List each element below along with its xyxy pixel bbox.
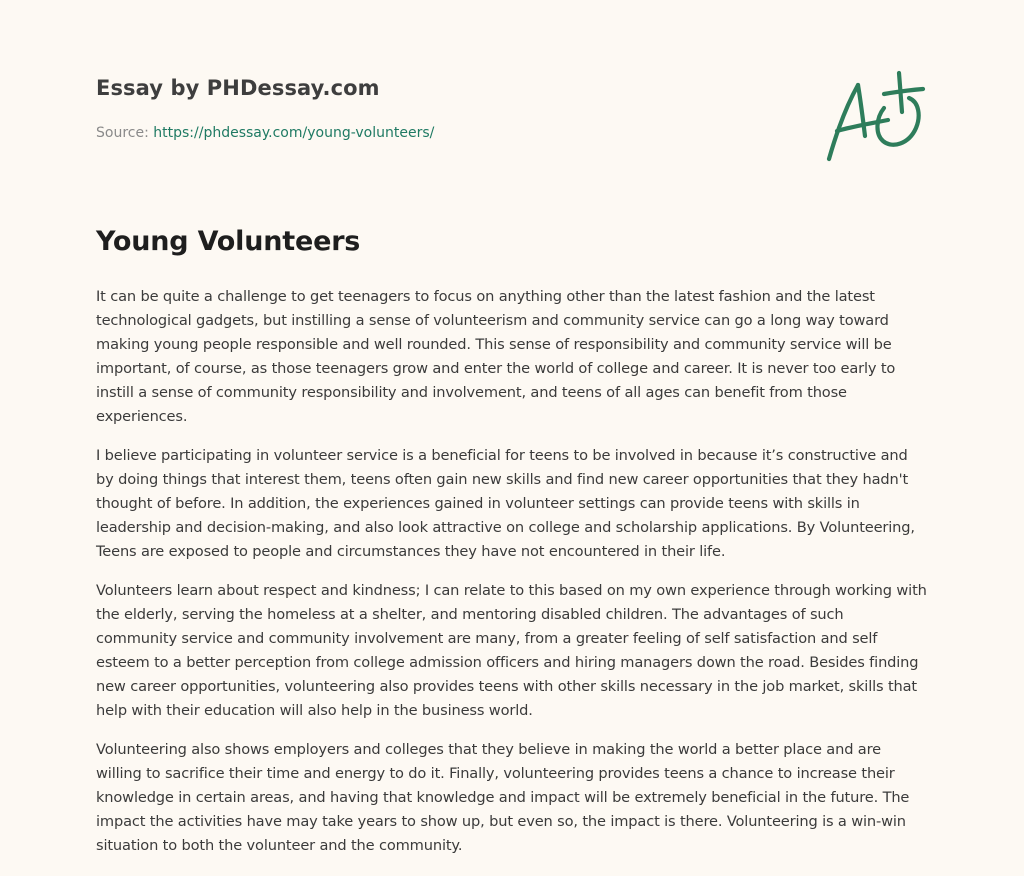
source-line [96,125,696,141]
paragraph: Volunteers learn about respect and kindness; I can relate to this based on my own experience through working with the elderly, serving the homeless at a shelter, and mentoring disabled children. The advantages of such community service and community involvement are many, from a greater feeling of self satisfaction and self esteem to a better perception from college admission officers and hiring managers down the road. Besides finding new career opportunities, volunteering also provides teens with other skills necessary in the job market, skills that help with their education will also help in the business world. [96,582,927,719]
source-label: Source: [96,125,149,141]
source-link[interactable]: https://phdessay.com/young-volunteers/ [153,125,435,141]
paragraph: I believe participating in volunteer service is a beneficial for teens to be involved in because it’s constructive and by doing things that interest them, teens often gain new skills and find new career opportunities that they hadn't thought of before. In addition, the experiences gained in volunteer settings can provide teens with skills in leadership and decision-making, and also look attractive on college and scholarship applications. By Volunteering, Teens are exposed to people and circumstances they have not encountered in their life. [96,447,915,560]
paragraph: It can be quite a challenge to get teenagers to focus on anything other than the latest fashion and the latest technological gadgets, but instilling a sense of volunteerism and community service can go a long way toward making young people responsible and well rounded. This sense of responsibility and community service will be important, of course, as those teenagers grow and enter the world of college and career. It is never too early to instill a sense of community responsibility and involvement, and teens of all ages can benefit from those experiences. [96,288,896,425]
paragraph: Volunteering also shows employers and colleges that they believe in making the world a better place and are willing to sacrifice their time and energy to do it. Finally, volunteering provides teens a chance to increase their knowledge in certain areas, and having that knowledge and impact will be extremely beneficial in the future. The impact the activities have may take years to show up, but even so, the impact is there. Volunteering is a win-win situation to both the volunteer and the community. [96,741,910,854]
brand-title: Essay by PHDessay.com [96,76,380,100]
essay-title: Young Volunteers [96,226,361,257]
essay-body [96,285,928,873]
a-plus-grade-icon [820,68,930,168]
essay-header [96,76,696,141]
